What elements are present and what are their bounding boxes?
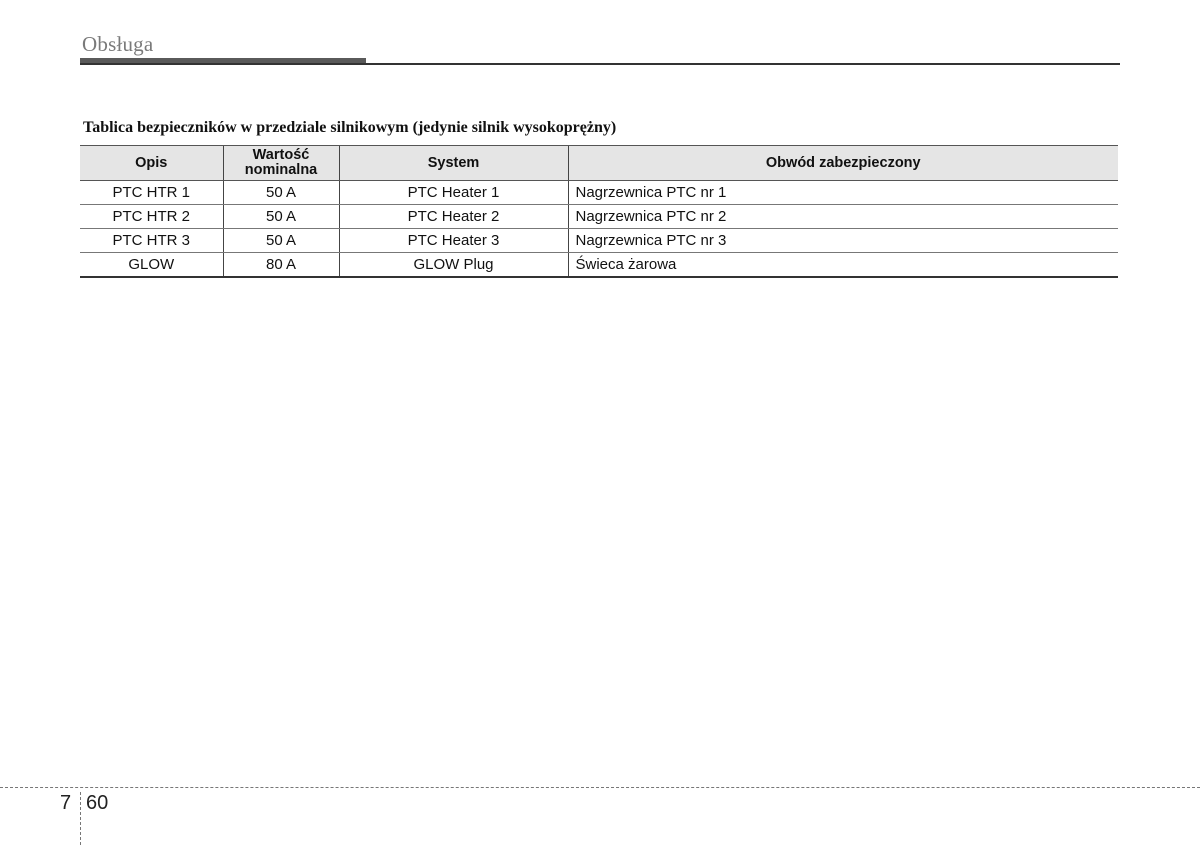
- table-row: [80, 229, 1118, 253]
- col-header-system: System: [339, 146, 568, 181]
- table-row: [80, 205, 1118, 229]
- cell-system: PTC Heater 1: [339, 181, 568, 205]
- cell-opis: PTC HTR 2: [80, 205, 223, 229]
- col-header-opis: Opis: [80, 146, 223, 181]
- cell-wartosc: 50 A: [223, 229, 339, 253]
- cell-wartosc: 50 A: [223, 205, 339, 229]
- fuse-table: [80, 145, 1118, 278]
- cell-opis: PTC HTR 3: [80, 229, 223, 253]
- cell-wartosc: 50 A: [223, 181, 339, 205]
- footer-dotted-divider: [80, 792, 81, 845]
- header-rule-thin: [80, 63, 1120, 65]
- cell-opis: GLOW: [80, 253, 223, 278]
- table-header-row: [80, 146, 1118, 181]
- col-header-wartosc: [223, 146, 339, 181]
- running-head-title: Obsługa: [82, 32, 154, 56]
- cell-obwod: Nagrzewnica PTC nr 2: [568, 205, 1118, 229]
- col-header-wartosc-line2: nominalna: [244, 162, 318, 178]
- cell-obwod: Nagrzewnica PTC nr 1: [568, 181, 1118, 205]
- table-row: [80, 253, 1118, 278]
- cell-obwod: Nagrzewnica PTC nr 3: [568, 229, 1118, 253]
- page-number: 60: [86, 792, 109, 814]
- table-title: Tablica bezpieczników w przedziale silnikowym (jedynie silnik wysokoprężny): [83, 119, 617, 136]
- cell-system: GLOW Plug: [339, 253, 568, 278]
- cell-wartosc: 80 A: [223, 253, 339, 278]
- cell-system: PTC Heater 3: [339, 229, 568, 253]
- col-header-obwod: Obwód zabezpieczony: [568, 146, 1118, 181]
- footer-dotted-rule: [0, 787, 1200, 788]
- cell-opis: PTC HTR 1: [80, 181, 223, 205]
- col-header-wartosc-line1: Wartość: [252, 147, 310, 163]
- chapter-number: 7: [60, 792, 72, 814]
- cell-system: PTC Heater 2: [339, 205, 568, 229]
- table-row: [80, 181, 1118, 205]
- cell-obwod: Świeca żarowa: [568, 253, 1118, 278]
